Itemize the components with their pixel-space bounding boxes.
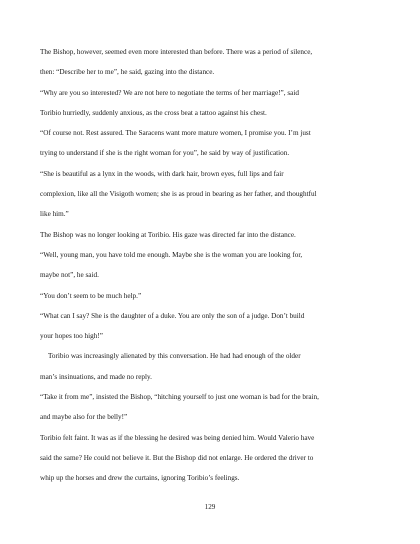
text-line: and maybe also for the belly!” <box>40 413 128 422</box>
text-line: Toribio hurriedly, suddenly anxious, as the cross beat a tattoo against his chest. <box>40 108 267 117</box>
text-line: “She is beautiful as a lynx in the woods, with dark hair, brown eyes, full lips and fair <box>40 169 284 178</box>
page-number: 129 <box>204 503 216 511</box>
body-text <box>40 42 385 489</box>
text-line: said the same? He could not believe it. But the Bishop did not enlarge. He ordered the driver to <box>40 453 314 462</box>
text-line: The Bishop was no longer looking at Toribio. His gaze was directed far into the distance. <box>40 230 296 239</box>
text-line: then: “Describe her to me”, he said, gazing into the distance. <box>40 68 215 77</box>
text-line: like him.” <box>40 210 69 219</box>
text-line: “You don’t seem to be much help.” <box>40 291 142 300</box>
text-line: your hopes too high!” <box>40 332 103 341</box>
text-line: “What can I say? She is the daughter of a duke. You are only the son of a judge. Don’t build <box>40 311 305 320</box>
text-line: “Well, young man, you have told me enough. Maybe she is the woman you are looking for, <box>40 250 303 259</box>
text-line: Toribio felt faint. It was as if the blessing he desired was being denied him. Would Valerio have <box>40 433 315 442</box>
text-line: “Take it from me”, insisted the Bishop, “hitching yourself to just one woman is bad for the brain, <box>40 393 319 402</box>
text-line: “Why are you so interested? We are not here to negotiate the terms of her marriage!”, said <box>40 88 299 97</box>
text-line: Toribio was increasingly alienated by this conversation. He had had enough of the older <box>48 352 301 361</box>
text-line: “Of course not. Rest assured. The Saracens want more mature women, I promise you. I’m just <box>40 129 311 138</box>
text-line: trying to understand if she is the right woman for you”, he said by way of justification. <box>40 149 290 158</box>
text-line: whip up the horses and drew the curtains, ignoring Toribio’s feelings. <box>40 474 240 483</box>
text-line: man’s insinuations, and made no reply. <box>40 372 152 381</box>
text-line: complexion, like all the Visigoth women; she is as proud in bearing as her father, and thoughtful <box>40 190 317 199</box>
text-line: maybe not”, he said. <box>40 271 99 280</box>
text-line: The Bishop, however, seemed even more interested than before. There was a period of silence, <box>40 48 313 56</box>
